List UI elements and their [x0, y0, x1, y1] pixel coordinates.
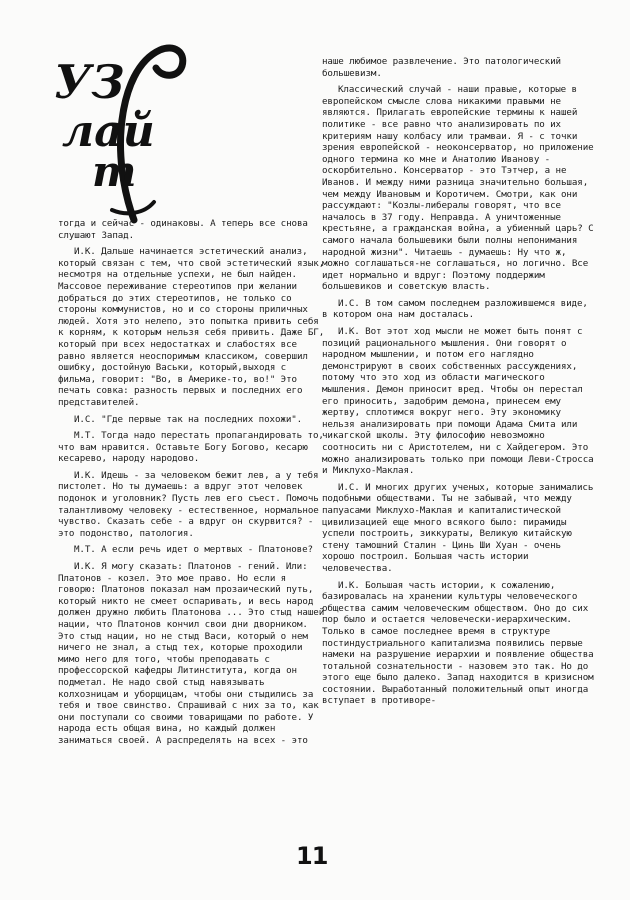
paragraph: И.К. Дальше начинается эстетический анализ, который связан с тем, что свой эстетический язык, несмотря на отдельные успехи, не был найден. Массовое переживание стереотипов при желании добраться до этих стереотипов, не только со стороны коммунистов, но и со стороны приличных людей. Хотя это нелепо, это попытка привить себя к корням, к которым нельзя себя привить. Даже БГ, который при всех недостатках и слабостях все равно является неоспоримым классиком, совершил ошибку, достойную Васьки, который,выходя с фильма, говорит: "Во, в Америке-то, во!" Это печать совка: разность первых и последних его представителей. [58, 246, 325, 408]
paragraph: И.К. Вот этот ход мысли не может быть понят с позиций рационального мышления. Они говорят о народном мышлении, и потом его наглядно демонстрируют в своих собственных рассуждениях, потому что это ход из области магического мышления. Демон приносит вред. Чтобы он перестал его приносить, задобрим демона, принесем ему жертву, сплотимся вокруг него. Эту экономику нельзя анализировать при помощи Адама Смита или чикагской школы. Эту философию невозможно соотносить ни с Аристотелем, ни с Хайдегером. Это можно анализировать только при помощи Леви-Стросса и Миклухо-Маклая. [322, 326, 594, 477]
paragraph: наше любимое развлечение. Это патологический большевизм. [322, 56, 561, 79]
left-column [58, 218, 328, 752]
paragraph: М.Т. Тогда надо перестать пропагандировать то, что вам нравится. Оставьте Богу Богово, кесарю кесарево, народу народово. [58, 430, 324, 465]
paragraph: тогда и сейчас - одинаковы. А теперь все снова слушают Запад. [58, 218, 308, 241]
paragraph: И.К. Идешь - за человеком бежит лев, а у тебя пистолет. Но ты думаешь: а вдруг этот человек подонок и уголовник? Пусть лев его съест. Помочь талантливому человеку - естественное, нормальное чувство. Сказать себе - а вдруг он скурвится? - это подонство, патология. [58, 469, 319, 539]
paragraph: И.С. И многих других ученых, которые занимались подобными обществами. Ты не забывай, что между папуасами Миклухо-Маклая и капиталистической цивилизацией еще много всякого было: пирамиды успели построить, зиккураты, Великую китайскую стену тамошний Сталин - Цинь Ши Хуан - очень хорошо построил. Большая часть истории человечества. [322, 481, 594, 574]
logo-letters-mid: лай [62, 106, 155, 157]
paragraph: И.С. В том самом последнем разложившемся виде, в котором она нам досталась. [322, 297, 588, 321]
right-column [322, 56, 598, 712]
paragraph: И.С. "Где первые так на последних похожи". [74, 413, 303, 425]
logo-monogram [52, 38, 202, 228]
paragraph: М.Т. А если речь идет о мертвых - Платонове? [74, 544, 313, 556]
logo-letters-top: УЗ [54, 55, 125, 109]
paragraph: Классический случай - наши правые, которые в европейском смысле слова никакими правыми не являются. Прилагать европейские термины к нашей политике - все равно что анализировать по их критериям нашу колбасу или трамваи. Я - с точки зрения европейской - неоконсерватор, но приложение одного термина ко мне и Анатолию Иванову - оскорбительно. Консерватор - это Тэтчер, а не Иванов. И между ними разница значительно большая, чем между Ивановым и Коротичем. Смотри, как они рассуждают: "Козлы-либералы говорят, что все началось в 37 году. Неправда. А уничтоженные крестьяне, а гражданская война, а убиенный царь? С самого начала большевики были полны непонимания народной жизни". Читаешь - думаешь: Ну что ж, можно соглашаться-не соглашаться, но логично. Все идет нормально и вдруг: Поэтому поддержим большевиков и советскую власть. [322, 84, 594, 293]
paragraph: И.К. Я могу сказать: Платонов - гений. Или: Платонов - козел. Это мое право. Но если я говорю: Платонов показал нам прозаический путь, который никто не смеет оспаривать, и весь народ должен дружно любить Платонова ... Это стыд нашей нации, что Платонов кончил свои дни дворником. Это стыд нации, но не стыд Васи, который о нем ничего не знал, а стыд тех, которые проходили мимо него для того, чтобы преподавать с профессорской кафедры Литинститута, когда он подметал. Не надо свой стыд навязывать колхозницам и уборщицам, чтобы они стыдились за тебя и твое свинство. Спрашивай с них за то, как они поступали со своими товарищами по работе. У народа есть общая вина, но каждый должен заниматься своей. А распределять на всех - это [58, 561, 325, 746]
page-number: 11 [296, 842, 328, 870]
logo-letters-bot: т [92, 147, 137, 196]
paragraph: И.К. Большая часть истории, к сожалению, базировалась на хранении культуры человеческого общества самим человеческим обществом. Оно до сих пор было и остается человечески-иерархическим. Только в самое последнее время в структуре постиндустриального капитализма появились первые намеки на разрушение иерархии и появление общества тотальной сознательности - назовем это так. Но до этого еще было далеко. Запад находится в кризисном состоянии. Выработанный положительный опыт иногда вступает в противоре- [322, 579, 594, 707]
